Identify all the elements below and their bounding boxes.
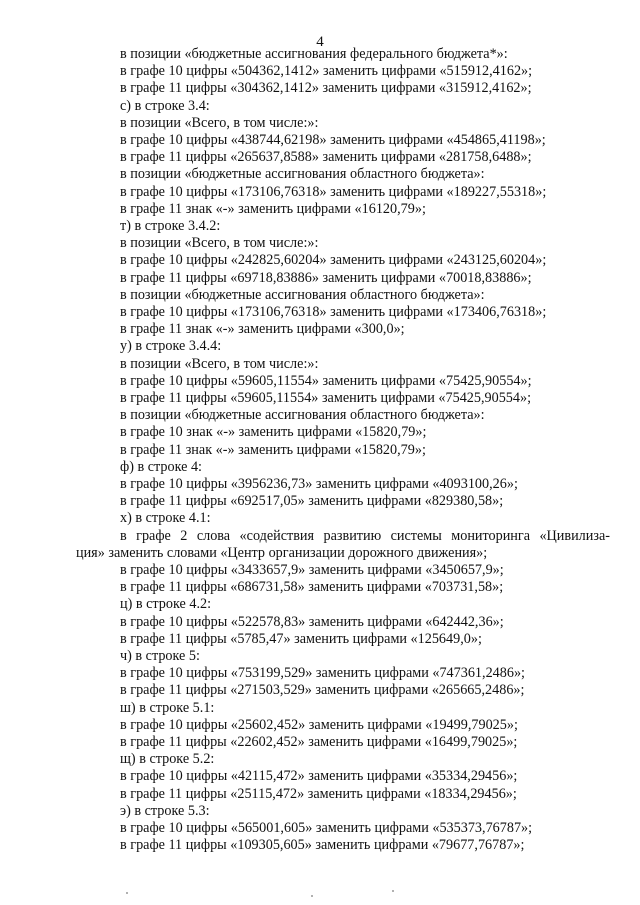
text-line: в графе 11 цифры «69718,83886» заменить цифрами «70018,83886»; [120,269,532,286]
text-line: в графе 11 знак «-» заменить цифрами «16120,79»; [120,200,426,217]
text-line: в позиции «бюджетные ассигнования областного бюджета»: [120,407,485,424]
text-line: в графе 11 цифры «304362,1412» заменить цифрами «315912,4162»; [120,80,532,97]
text-line: э) в строке 5.3: [120,802,210,819]
text-line: в графе 11 цифры «686731,58» заменить цифрами «703731,58»; [120,579,504,596]
scan-speck [126,892,128,894]
text-line: в позиции «Всего, в том числе:»: [120,235,319,252]
text-line: с) в строке 3.4: [120,97,210,114]
text-line: в графе 10 цифры «59605,11554» заменить цифрами «75425,90554»; [120,372,532,389]
text-line: в позиции «бюджетные ассигнования областного бюджета»: [120,286,485,303]
text-line: ц) в строке 4.2: [120,596,212,613]
text-line: в графе 10 цифры «3433657,9» заменить цифрами «3450657,9»; [120,562,504,578]
text-line: в графе 2 слова «содействия развитию системы мониторинга «Цивилиза- [120,527,610,544]
text-line: в графе 10 цифры «3956236,73» заменить цифрами «4093100,26»; [120,476,518,492]
text-line: в графе 10 цифры «753199,529» заменить цифрами «747361,2486»; [120,665,525,682]
text-line: в графе 10 цифры «242825,60204» заменить цифрами «243125,60204»; [120,252,547,269]
text-line: в графе 11 цифры «59605,11554» заменить цифрами «75425,90554»; [120,390,532,406]
text-line: ч) в строке 5: [120,648,200,664]
text-line: в графе 11 цифры «22602,452» заменить цифрами «16499,79025»; [120,734,518,750]
text-line: в графе 10 цифры «504362,1412» заменить цифрами «515912,4162»; [120,63,533,80]
text-line: х) в строке 4.1: [120,510,211,527]
text-line: в графе 11 цифры «692517,05» заменить цифрами «829380,58»; [120,493,504,510]
text-line: в позиции «Всего, в том числе:»: [120,114,319,131]
text-line: в графе 10 цифры «25602,452» заменить цифрами «19499,79025»; [120,716,518,733]
text-line: т) в строке 3.4.2: [120,218,221,234]
text-line: в графе 10 цифры «173106,76318» заменить цифрами «173406,76318»; [120,304,547,320]
text-line: в графе 10 цифры «522578,83» заменить цифрами «642442,36»; [120,613,504,630]
text-line: ция» заменить словами «Центр организации дорожного движения»; [76,544,488,561]
text-line: в графе 11 знак «-» заменить цифрами «15820,79»; [120,441,426,458]
text-line: в графе 11 знак «-» заменить цифрами «300,0»; [120,321,405,338]
scan-speck [392,890,394,892]
text-line: у) в строке 3.4.4: [120,338,222,355]
text-line: в позиции «бюджетные ассигнования федерального бюджета*»: [120,46,508,62]
text-line: в графе 10 знак «-» заменить цифрами «15820,79»; [120,424,427,441]
text-line: ф) в строке 4: [120,458,202,475]
text-line: в графе 11 цифры «5785,47» заменить цифрами «125649,0»; [120,630,482,647]
text-line: в графе 11 цифры «109305,605» заменить цифрами «79677,76787»; [120,837,525,854]
text-line: в графе 10 цифры «438744,62198» заменить цифрами «454865,41198»; [120,132,546,148]
text-line: в графе 11 цифры «265637,8588» заменить цифрами «281758,6488»; [120,149,532,166]
text-line: щ) в строке 5.2: [120,751,215,768]
text-line: в графе 11 цифры «25115,472» заменить цифрами «18334,29456»; [120,785,517,802]
text-line: в позиции «Всего, в том числе:»: [120,355,319,372]
scan-speck [311,895,313,897]
text-line: в графе 10 цифры «565001,605» заменить цифрами «535373,76787»; [120,820,533,836]
text-line: в графе 11 цифры «271503,529» заменить цифрами «265665,2486»; [120,682,525,699]
text-line: в графе 10 цифры «42115,472» заменить цифрами «35334,29456»; [120,768,518,785]
page-number: 4 [316,34,324,50]
text-line: ш) в строке 5.1: [120,699,215,716]
text-line: в графе 10 цифры «173106,76318» заменить цифрами «189227,55318»; [120,183,547,200]
text-line: в позиции «бюджетные ассигнования областного бюджета»: [120,166,485,183]
